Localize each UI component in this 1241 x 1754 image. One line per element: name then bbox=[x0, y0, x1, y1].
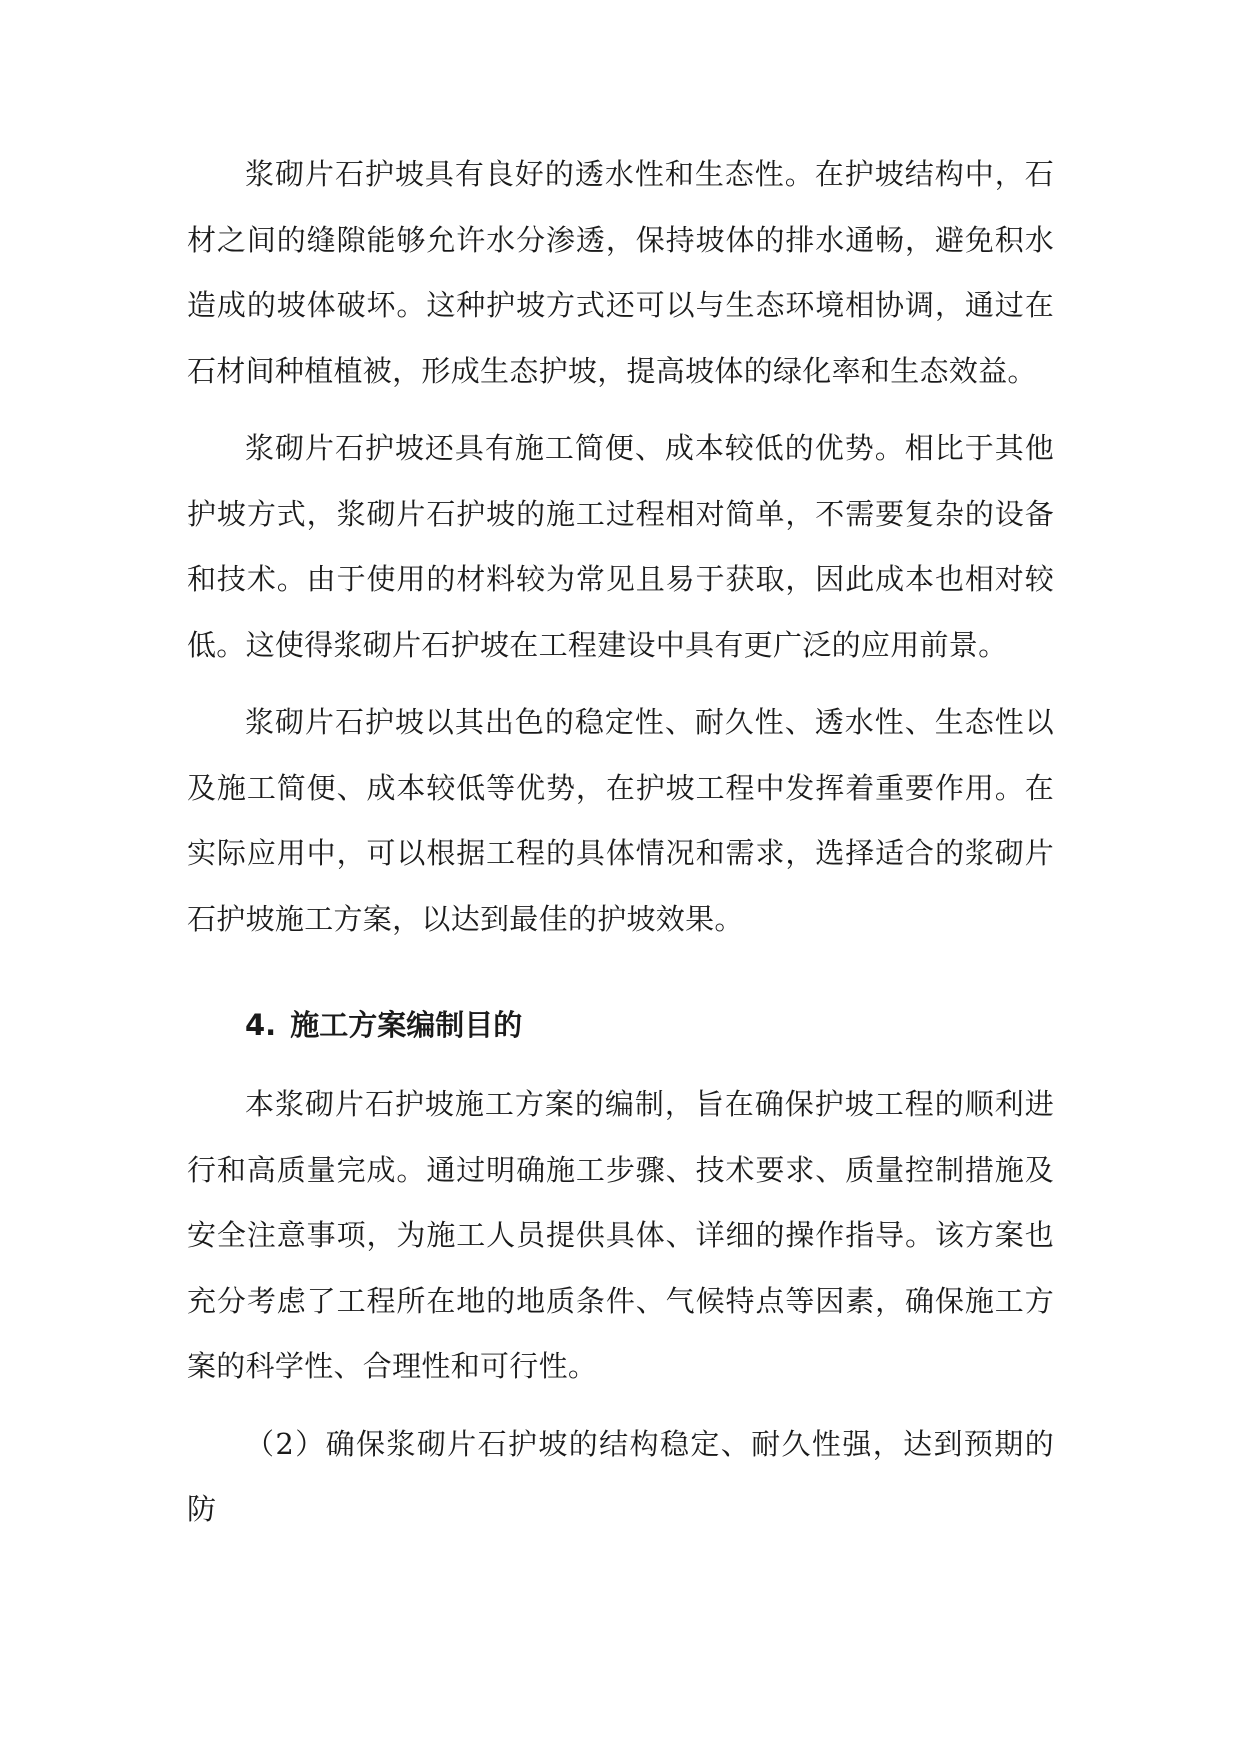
paragraph-summary: 浆砌片石护坡以其出色的稳定性、耐久性、透水性、生态性以及施工简便、成本较低等优势，在护坡工程中发挥着重要作用。在实际应用中，可以根据工程的具体情况和需求，选择适合的浆砌片石护坡施工方案，以达到最佳的护坡效果。 bbox=[187, 705, 1054, 936]
section-heading bbox=[187, 992, 1054, 1058]
paragraph-list-item-2: （2）确保浆砌片石护坡的结构稳定、耐久性强，达到预期的防 bbox=[187, 1426, 1054, 1526]
document-body bbox=[187, 142, 1054, 1543]
paragraph-permeability: 浆砌片石护坡具有良好的透水性和生态性。在护坡结构中，石材之间的缝隙能够允许水分渗透，保持坡体的排水通畅，避免积水造成的坡体破坏。这种护坡方式还可以与生态环境相协调，通过在石材间种植植被，形成生态护坡，提高坡体的绿化率和生态效益。 bbox=[187, 157, 1054, 388]
section-title: 施工方案编制目的 bbox=[290, 1008, 523, 1042]
paragraph-purpose: 本浆砌片石护坡施工方案的编制，旨在确保护坡工程的顺利进行和高质量完成。通过明确施工步骤、技术要求、质量控制措施及安全注意事项，为施工人员提供具体、详细的操作指导。该方案也充分考虑了工程所在地的地质条件、气候特点等因素，确保施工方案的科学性、合理性和可行性。 bbox=[187, 1087, 1054, 1383]
paragraph-construction-advantage: 浆砌片石护坡还具有施工简便、成本较低的优势。相比于其他护坡方式，浆砌片石护坡的施工过程相对简单，不需要复杂的设备和技术。由于使用的材料较为常见且易于获取，因此成本也相对较低。这使得浆砌片石护坡在工程建设中具有更广泛的应用前景。 bbox=[187, 431, 1054, 662]
section-number: 4. bbox=[245, 1008, 277, 1042]
